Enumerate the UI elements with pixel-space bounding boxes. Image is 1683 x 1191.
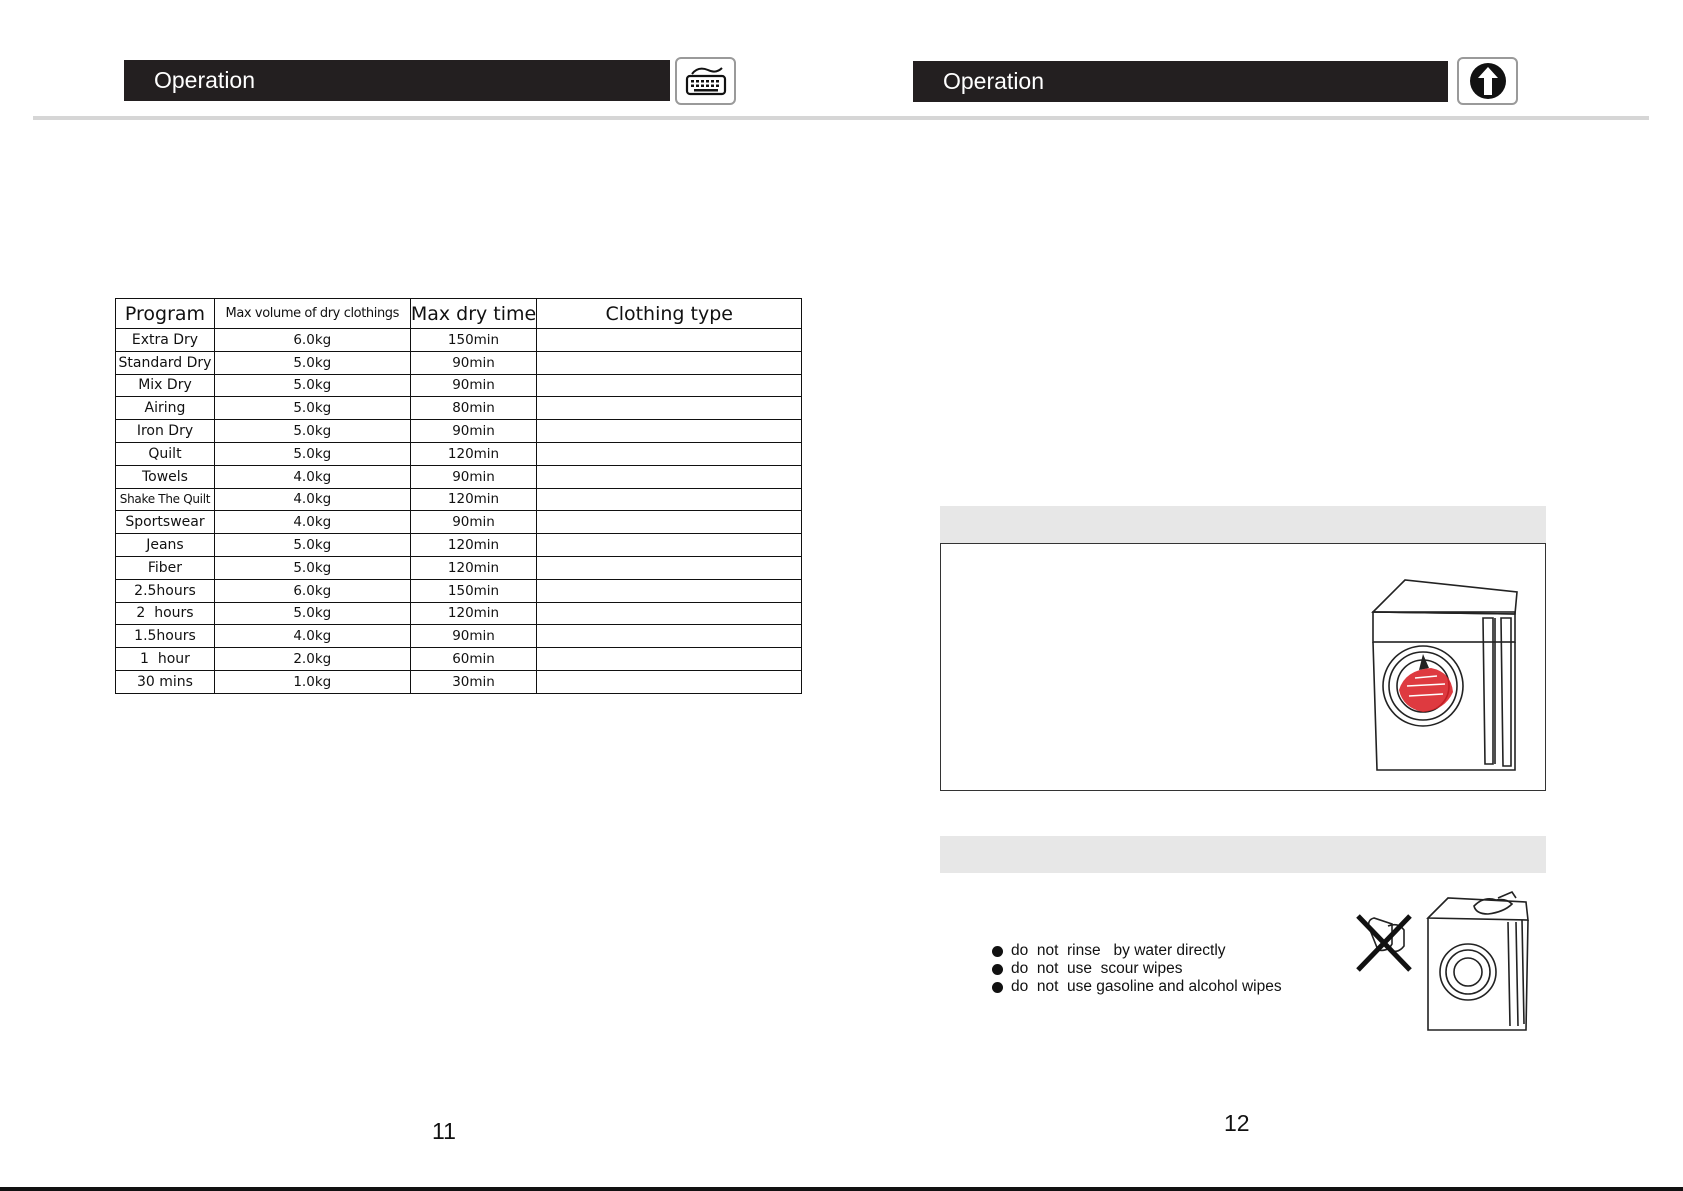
time-cell: 120min (410, 534, 537, 557)
program-cell: Shake The Quilt (116, 488, 215, 511)
table-row (116, 511, 802, 534)
table-row (116, 579, 802, 602)
program-cell: Sportswear (116, 511, 215, 534)
volume-cell: 5.0kg (214, 397, 410, 420)
table-row (116, 329, 802, 352)
program-cell: Airing (116, 397, 215, 420)
right-header-rule (848, 116, 1649, 120)
time-cell: 80min (410, 397, 537, 420)
table-row (116, 648, 802, 671)
program-cell: Mix Dry (116, 374, 215, 397)
volume-cell: 4.0kg (214, 625, 410, 648)
type-cell (537, 556, 802, 579)
time-cell: 120min (410, 602, 537, 625)
right-page-number: 12 (1224, 1110, 1250, 1136)
bottom-rule (0, 1187, 1683, 1191)
volume-cell: 5.0kg (214, 442, 410, 465)
type-cell (537, 442, 802, 465)
volume-cell: 2.0kg (214, 648, 410, 671)
table-row (116, 442, 802, 465)
time-cell: 120min (410, 488, 537, 511)
bullet-dot-icon (992, 946, 1003, 957)
type-cell (537, 602, 802, 625)
table-row (116, 556, 802, 579)
table-row (116, 625, 802, 648)
type-cell (537, 670, 802, 693)
type-cell (537, 488, 802, 511)
type-cell (537, 648, 802, 671)
right-header-title: Operation (943, 68, 1045, 94)
time-cell: 150min (410, 579, 537, 602)
left-header-icon-box (675, 57, 736, 105)
program-cell: 2 hours (116, 602, 215, 625)
volume-cell: 5.0kg (214, 420, 410, 443)
time-cell: 60min (410, 648, 537, 671)
left-page-number: 11 (432, 1118, 456, 1144)
cleaning-note-text: do not rinse by water directly (1011, 942, 1226, 959)
type-cell (537, 534, 802, 557)
filter-section-band (940, 506, 1546, 543)
table-row (116, 602, 802, 625)
program-cell: Iron Dry (116, 420, 215, 443)
volume-cell: 6.0kg (214, 579, 410, 602)
right-header-bar (913, 61, 1448, 102)
cleaning-section-band (940, 836, 1546, 873)
filter-section-box (940, 543, 1546, 791)
time-cell: 150min (410, 329, 537, 352)
type-cell (537, 397, 802, 420)
left-header-rule (33, 116, 848, 120)
type-cell (537, 351, 802, 374)
list-item (992, 942, 1282, 960)
program-cell: 2.5hours (116, 579, 215, 602)
cleaning-note-text: do not use gasoline and alcohol wipes (1011, 978, 1282, 995)
type-cell (537, 465, 802, 488)
table-row (116, 374, 802, 397)
type-cell (537, 511, 802, 534)
left-header-bar (124, 60, 670, 101)
volume-cell: 5.0kg (214, 534, 410, 557)
table-row (116, 488, 802, 511)
volume-cell: 5.0kg (214, 602, 410, 625)
table-row (116, 351, 802, 374)
table-row (116, 397, 802, 420)
header-program: Program (116, 299, 215, 329)
program-cell: Extra Dry (116, 329, 215, 352)
type-cell (537, 420, 802, 443)
cleaning-notes-list (992, 942, 1282, 996)
program-cell: 30 mins (116, 670, 215, 693)
right-header-icon-box (1457, 57, 1518, 105)
header-max-volume: Max volume of dry clothings (214, 299, 410, 329)
type-cell (537, 329, 802, 352)
header-max-dry-time: Max dry time (410, 299, 537, 329)
cleaning-note-text: do not use scour wipes (1011, 960, 1183, 977)
keyboard-icon (684, 64, 728, 98)
volume-cell: 5.0kg (214, 351, 410, 374)
time-cell: 120min (410, 556, 537, 579)
bullet-dot-icon (992, 982, 1003, 993)
volume-cell: 4.0kg (214, 511, 410, 534)
volume-cell: 4.0kg (214, 488, 410, 511)
type-cell (537, 374, 802, 397)
program-cell: Standard Dry (116, 351, 215, 374)
time-cell: 90min (410, 374, 537, 397)
program-cell: 1 hour (116, 648, 215, 671)
table-row (116, 670, 802, 693)
bullet-dot-icon (992, 964, 1003, 975)
time-cell: 120min (410, 442, 537, 465)
volume-cell: 5.0kg (214, 374, 410, 397)
program-cell: Towels (116, 465, 215, 488)
list-item (992, 978, 1282, 996)
left-header-title: Operation (154, 67, 256, 93)
arrow-up-circle-icon (1468, 61, 1508, 101)
table-header-row (116, 299, 802, 329)
list-item (992, 960, 1282, 978)
time-cell: 30min (410, 670, 537, 693)
time-cell: 90min (410, 465, 537, 488)
dryer-filter-illustration-icon (1365, 574, 1525, 774)
table-row (116, 465, 802, 488)
program-cell: Jeans (116, 534, 215, 557)
time-cell: 90min (410, 351, 537, 374)
program-cell: Fiber (116, 556, 215, 579)
program-cell: Quilt (116, 442, 215, 465)
time-cell: 90min (410, 420, 537, 443)
volume-cell: 4.0kg (214, 465, 410, 488)
header-clothing-type: Clothing type (537, 299, 802, 329)
type-cell (537, 625, 802, 648)
program-cell: 1.5hours (116, 625, 215, 648)
table-row (116, 420, 802, 443)
time-cell: 90min (410, 511, 537, 534)
time-cell: 90min (410, 625, 537, 648)
table-row (116, 534, 802, 557)
dryer-wipe-illustration-icon (1348, 890, 1544, 1036)
volume-cell: 5.0kg (214, 556, 410, 579)
volume-cell: 1.0kg (214, 670, 410, 693)
type-cell (537, 579, 802, 602)
volume-cell: 6.0kg (214, 329, 410, 352)
program-table (115, 298, 802, 694)
